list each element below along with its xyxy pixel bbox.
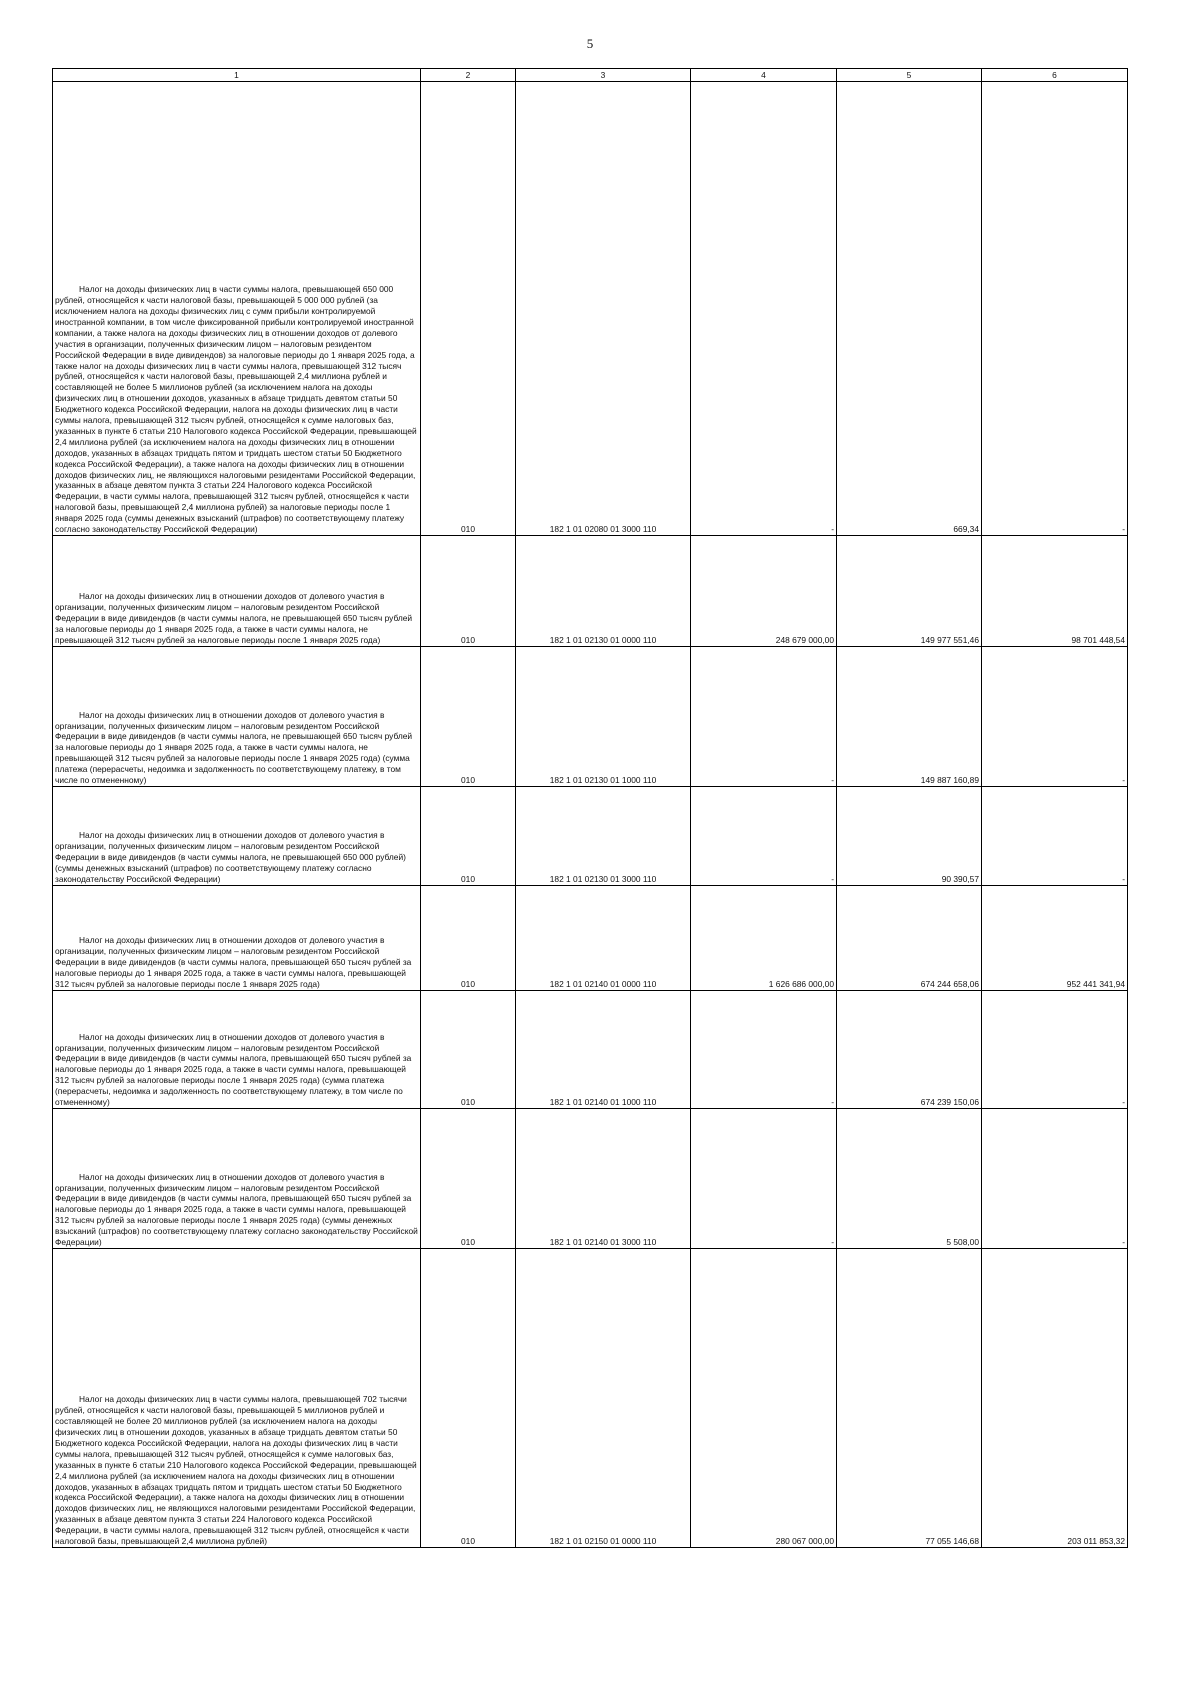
row-value-col6: 952 441 341,94: [982, 886, 1128, 991]
row-value-col6: 203 011 853,32: [982, 1249, 1128, 1548]
row-value-col6: 98 701 448,54: [982, 536, 1128, 647]
row-value-col4: -: [691, 647, 837, 787]
row-value-col5: 5 508,00: [837, 1109, 982, 1249]
row-value-col5: 77 055 146,68: [837, 1249, 982, 1548]
row-budget-code: 182 1 01 02130 01 3000 110: [516, 787, 691, 886]
row-value-col5: 674 239 150,06: [837, 991, 982, 1109]
table-row: [53, 886, 1128, 991]
row-line-code: 010: [421, 787, 516, 886]
row-description: Налог на доходы физических лиц в отношении доходов от долевого участия в организации, полученных физическим лицом – налоговым резидентом Российской Федерации в виде дивидендов (в части суммы налога, не превышающей 650 тысяч рублей за налоговые периоды до 1 января 2025 года, а также в части суммы налога, не превышающей 312 тысяч рублей за налоговые периоды после 1 января 2025 года) (сумма платежа (перерасчеты, недоимка и задолженность по соответствующему платежу, в том числе по отмененному): [53, 647, 421, 787]
table-row: [53, 1109, 1128, 1249]
column-header-1: 1: [53, 69, 421, 82]
row-description: Налог на доходы физических лиц в части суммы налога, превышающей 650 000 рублей, относящейся к части налоговой базы, превышающей 5 000 000 рублей (за исключением налога на доходы физических лиц с сумм прибыли контролируемой иностранной компании, в том числе фиксированной прибыли контролируемой иностранной компании, а также налога на доходы физических лиц в отношении доходов от долевого участия в организации, полученных физическим лицом – налоговым резидентом Российской Федерации в виде дивидендов) за налоговые периоды до 1 января 2025 года, а также налог на доходы физических лиц в части суммы налога, превышающей 312 тысяч рублей, относящейся к части налоговой базы, превышающей 2,4 миллиона рублей и составляющей не более 5 миллионов рублей (за исключением налога на доходы физических лиц в отношении доходов, указанных в абзаце тридцать девятом статьи 50 Бюджетного кодекса Российской Федерации, налога на доходы физических лиц в части суммы налога, превышающей 312 тысяч рублей, относящейся к сумме налоговых баз, указанных в пункте 6 статьи 210 Налогового кодекса Российской Федерации, превышающей 2,4 миллиона рублей (за исключением налога на доходы физических лиц в отношении доходов, указанных в абзацах тридцать пятом и тридцать шестом статьи 50 Бюджетного кодекса Российской Федерации), а также налога на доходы физических лиц в отношении доходов физических лиц, не являющихся налоговыми резидентами Российской Федерации, указанных в абзаце девятом пункта 3 статьи 224 Налогового кодекса Российской Федерации, в части суммы налога, превышающей 312 тысяч рублей, относящейся к части налоговой базы, превышающей 2,4 миллиона рублей) за налоговые периоды после 1 января 2025 года (суммы денежных взысканий (штрафов) по соответствующему платежу согласно законодательству Российской Федерации): [53, 82, 421, 536]
row-line-code: 010: [421, 886, 516, 991]
report-table: [52, 68, 1128, 1548]
row-budget-code: 182 1 01 02130 01 1000 110: [516, 647, 691, 787]
row-description: Налог на доходы физических лиц в отношении доходов от долевого участия в организации, полученных физическим лицом – налоговым резидентом Российской Федерации в виде дивидендов (в части суммы налога, не превышающей 650 тысяч рублей за налоговые периоды до 1 января 2025 года, а также в части суммы налога, не превышающей 312 тысяч рублей за налоговые периоды после 1 января 2025 года): [53, 536, 421, 647]
column-header-2: 2: [421, 69, 516, 82]
row-value-col4: -: [691, 1109, 837, 1249]
row-value-col4: -: [691, 82, 837, 536]
row-line-code: 010: [421, 1249, 516, 1548]
column-header-6: 6: [982, 69, 1128, 82]
row-value-col5: 674 244 658,06: [837, 886, 982, 991]
column-header-5: 5: [837, 69, 982, 82]
row-description: Налог на доходы физических лиц в части суммы налога, превышающей 702 тысячи рублей, относящейся к части налоговой базы, превышающей 5 миллионов рублей и составляющей не более 20 миллионов рублей (за исключением налога на доходы физических лиц в отношении доходов, указанных в абзаце тридцать девятом статьи 50 Бюджетного кодекса Российской Федерации, налога на доходы физических лиц в части суммы налога, превышающей 312 тысяч рублей, относящейся к сумме налоговых баз, указанных в пункте 6 статьи 210 Налогового кодекса Российской Федерации, превышающей 2,4 миллиона рублей (за исключением налога на доходы физических лиц в отношении доходов, указанных в абзацах тридцать пятом и тридцать шестом статьи 50 Бюджетного кодекса Российской Федерации), а также налога на доходы физических лиц в отношении доходов физических лиц, не являющихся налоговыми резидентами Российской Федерации, указанных в абзаце девятом пункта 3 статьи 224 Налогового кодекса Российской Федерации, в части суммы налога, превышающей 312 тысяч рублей, относящейся к части налоговой базы, превышающей 2,4 миллиона рублей): [53, 1249, 421, 1548]
table-row: [53, 787, 1128, 886]
row-line-code: 010: [421, 991, 516, 1109]
table-row: [53, 1249, 1128, 1548]
row-description: Налог на доходы физических лиц в отношении доходов от долевого участия в организации, полученных физическим лицом – налоговым резидентом Российской Федерации в виде дивидендов (в части суммы налога, превышающей 650 тысяч рублей за налоговые периоды до 1 января 2025 года, а также в части суммы налога, превышающей 312 тысяч рублей за налоговые периоды после 1 января 2025 года): [53, 886, 421, 991]
row-budget-code: 182 1 01 02130 01 0000 110: [516, 536, 691, 647]
row-value-col6: -: [982, 1109, 1128, 1249]
row-value-col6: -: [982, 787, 1128, 886]
row-description: Налог на доходы физических лиц в отношении доходов от долевого участия в организации, полученных физическим лицом – налоговым резидентом Российской Федерации в виде дивидендов (в части суммы налога, не превышающей 650 000 рублей) (суммы денежных взысканий (штрафов) по соответствующему платежу согласно законодательству Российской Федерации): [53, 787, 421, 886]
row-value-col5: 149 887 160,89: [837, 647, 982, 787]
table-row: [53, 991, 1128, 1109]
row-value-col5: 669,34: [837, 82, 982, 536]
table-row: [53, 647, 1128, 787]
row-value-col4: 1 626 686 000,00: [691, 886, 837, 991]
row-value-col5: 90 390,57: [837, 787, 982, 886]
table-header: [53, 69, 1128, 82]
row-budget-code: 182 1 01 02140 01 1000 110: [516, 991, 691, 1109]
row-line-code: 010: [421, 1109, 516, 1249]
row-value-col4: -: [691, 787, 837, 886]
column-header-4: 4: [691, 69, 837, 82]
row-line-code: 010: [421, 82, 516, 536]
row-line-code: 010: [421, 536, 516, 647]
table-row: [53, 82, 1128, 536]
table-row: [53, 536, 1128, 647]
row-value-col5: 149 977 551,46: [837, 536, 982, 647]
row-budget-code: 182 1 01 02140 01 0000 110: [516, 886, 691, 991]
row-description: Налог на доходы физических лиц в отношении доходов от долевого участия в организации, полученных физическим лицом – налоговым резидентом Российской Федерации в виде дивидендов (в части суммы налога, превышающей 650 тысяч рублей за налоговые периоды до 1 января 2025 года, а также в части суммы налога, превышающей 312 тысяч рублей за налоговые периоды после 1 января 2025 года) (сумма платежа (перерасчеты, недоимка и задолженность по соответствующему платежу, в том числе по отмененному): [53, 991, 421, 1109]
row-value-col4: -: [691, 991, 837, 1109]
column-header-3: 3: [516, 69, 691, 82]
row-value-col6: -: [982, 647, 1128, 787]
table-body: [53, 82, 1128, 1548]
row-description: Налог на доходы физических лиц в отношении доходов от долевого участия в организации, полученных физическим лицом – налоговым резидентом Российской Федерации в виде дивидендов (в части суммы налога, превышающей 650 тысяч рублей за налоговые периоды до 1 января 2025 года, а также в части суммы налога, превышающей 312 тысяч рублей за налоговые периоды после 1 января 2025 года) (суммы денежных взысканий (штрафов) по соответствующему платежу согласно законодательству Российской Федерации): [53, 1109, 421, 1249]
row-budget-code: 182 1 01 02080 01 3000 110: [516, 82, 691, 536]
row-value-col6: -: [982, 991, 1128, 1109]
row-line-code: 010: [421, 647, 516, 787]
row-budget-code: 182 1 01 02150 01 0000 110: [516, 1249, 691, 1548]
row-value-col4: 248 679 000,00: [691, 536, 837, 647]
row-value-col6: -: [982, 82, 1128, 536]
row-value-col4: 280 067 000,00: [691, 1249, 837, 1548]
page-number: 5: [586, 36, 594, 51]
row-budget-code: 182 1 01 02140 01 3000 110: [516, 1109, 691, 1249]
header-row: [53, 69, 1128, 82]
